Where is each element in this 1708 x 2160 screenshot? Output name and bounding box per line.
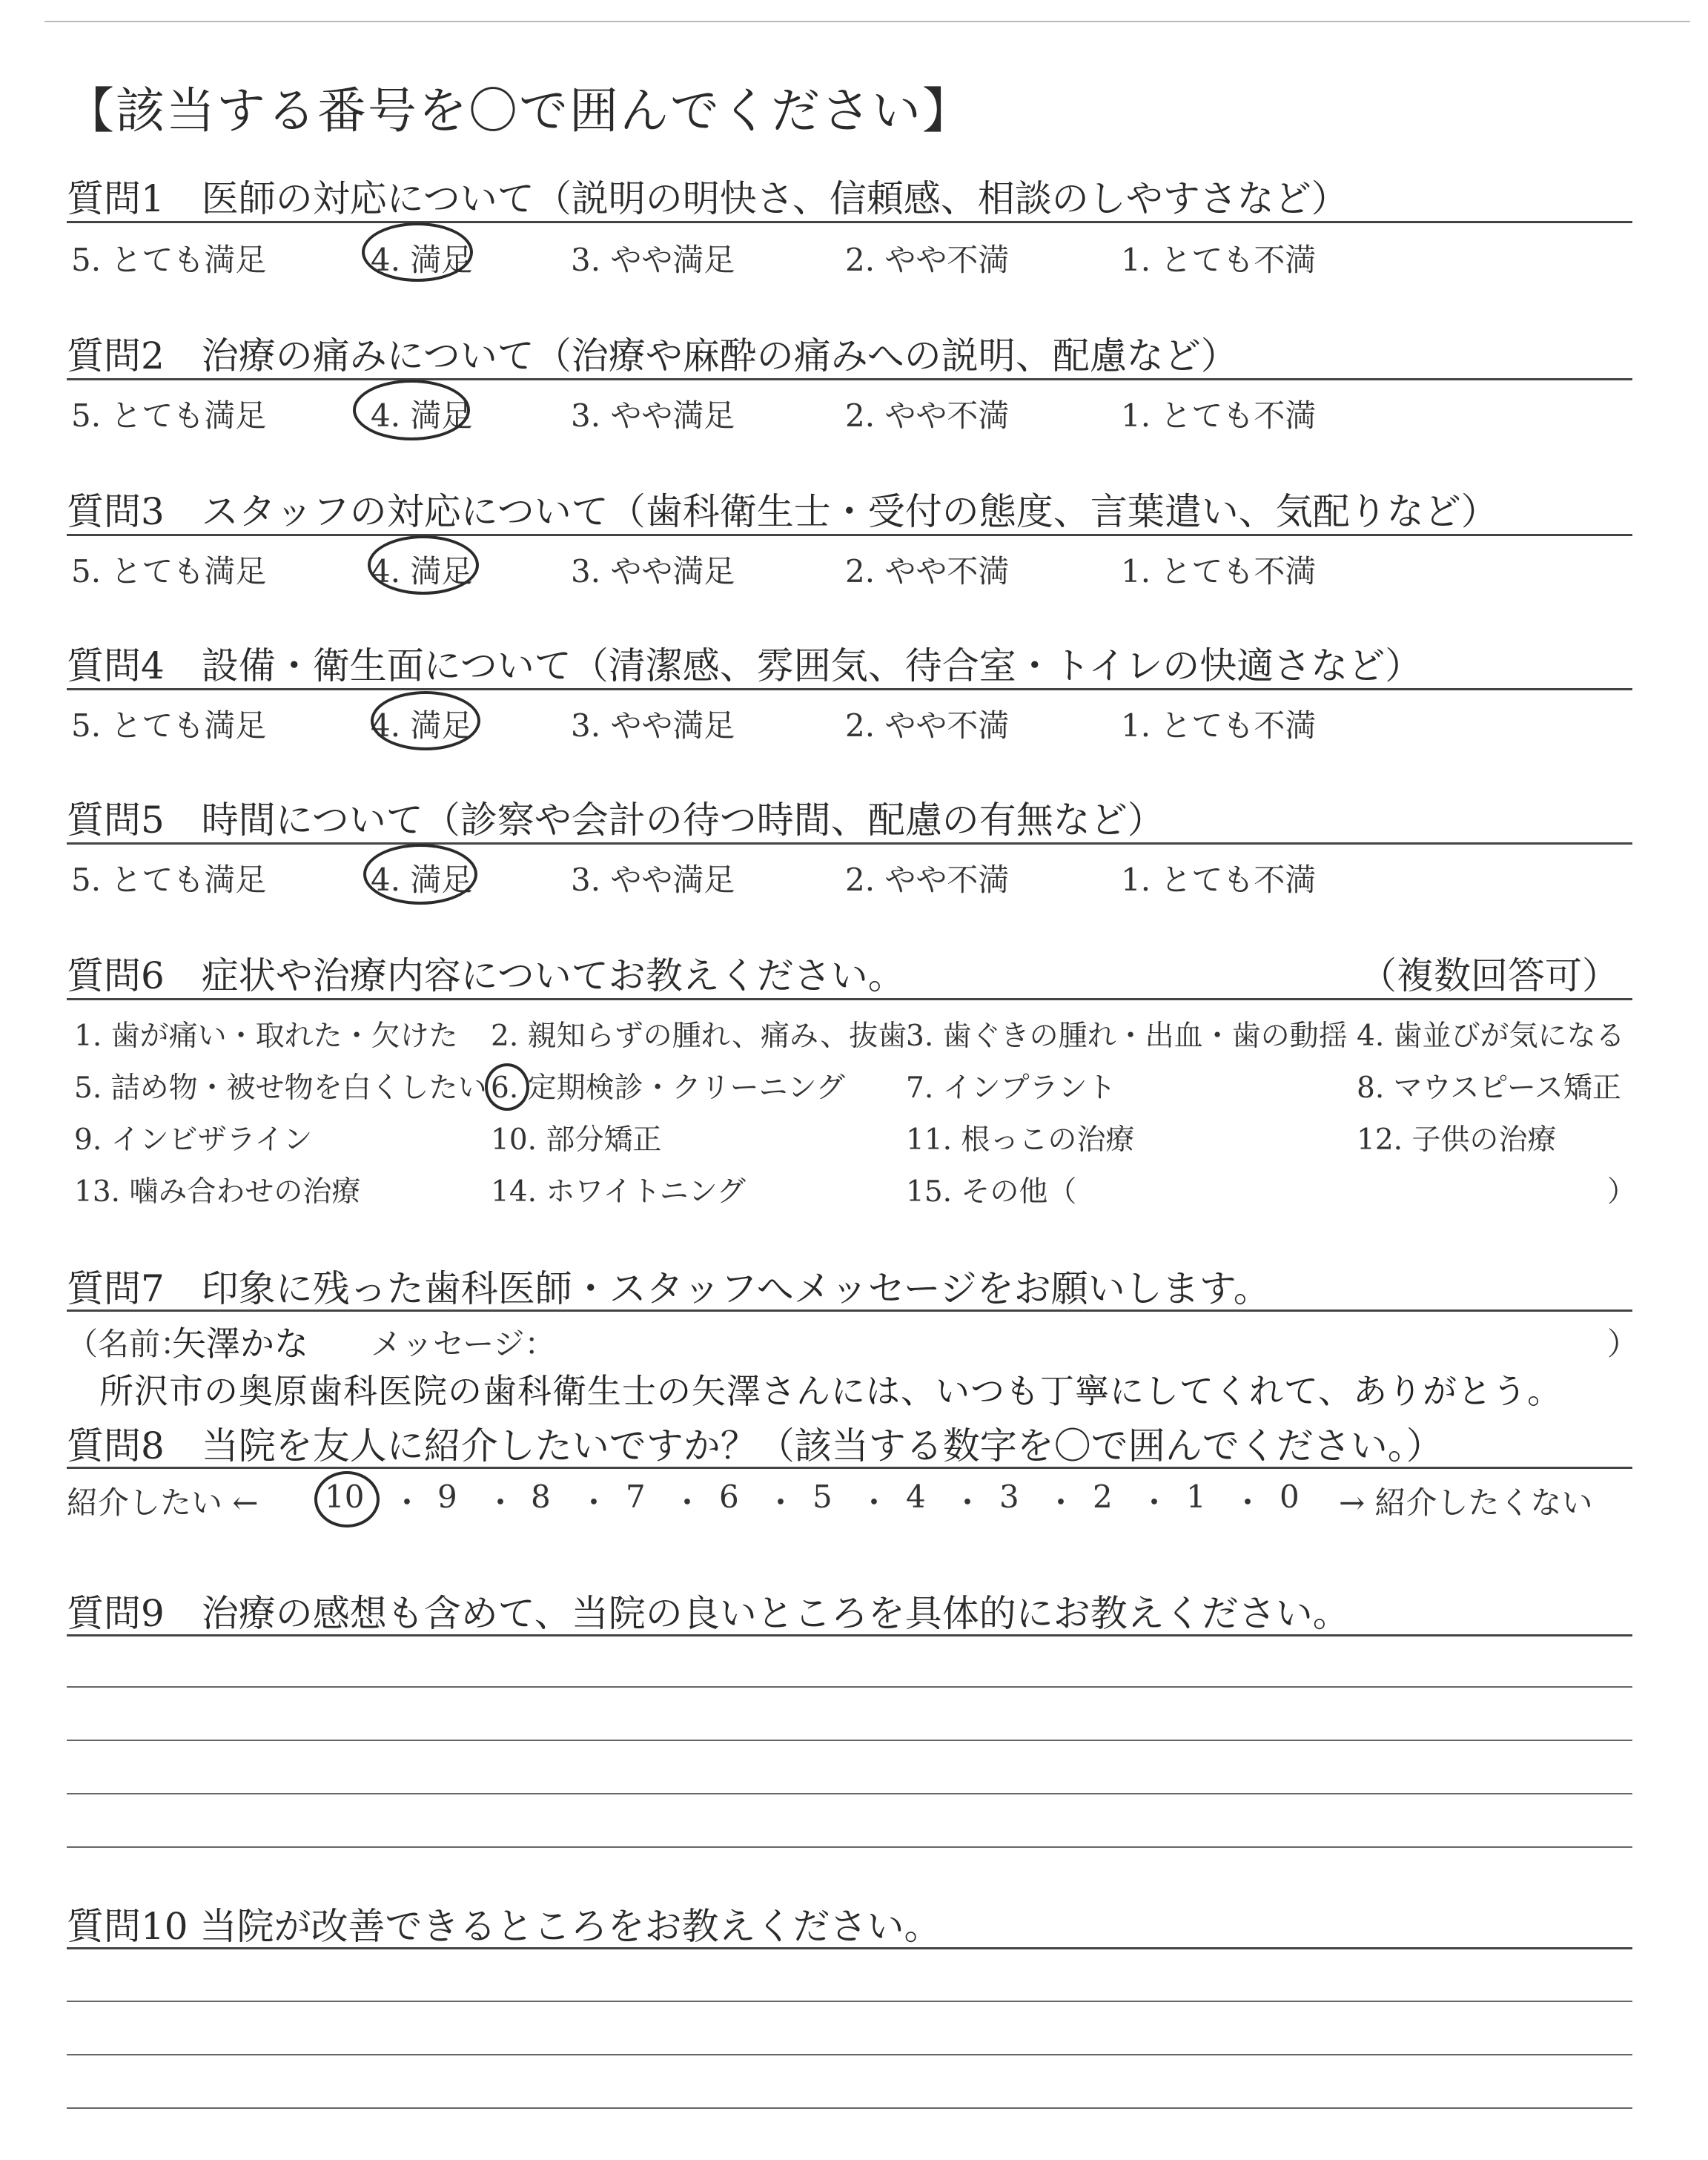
- scale-separator: ・: [1045, 1484, 1077, 1521]
- treatment-option[interactable]: 15. その他（: [906, 1175, 1077, 1209]
- question-title: 質問4 設備・衛生面について（清潔感、雰囲気、待合室・トイレの快適さなど）: [67, 644, 1423, 687]
- scale-separator: ・: [1232, 1484, 1264, 1521]
- name-label: （名前：: [67, 1326, 192, 1362]
- divider: [67, 378, 1632, 380]
- scale-separator: ・: [1139, 1484, 1171, 1521]
- scale-value[interactable]: 0: [1280, 1479, 1300, 1515]
- multiple-answer-note: （複数回答可）: [1360, 954, 1619, 997]
- handwritten-message: 所沢市の奥原歯科医院の歯科衛生士の矢澤さんには、いつも丁寧にしてくれて、ありがとう。: [99, 1371, 1563, 1411]
- divider: [67, 1947, 1632, 1949]
- option-4[interactable]: 4. 満足: [371, 707, 473, 744]
- treatment-option[interactable]: 1. 歯が痛い・取れた・欠けた: [74, 1020, 458, 1053]
- top-border: [44, 21, 1690, 22]
- selection-circle: [363, 844, 477, 905]
- selection-circle: [353, 380, 473, 440]
- page-header: 【該当する番号を〇で囲んでください】: [65, 82, 973, 139]
- scale-value[interactable]: 1: [1186, 1479, 1206, 1515]
- option-3[interactable]: 3. やや満足: [571, 553, 735, 589]
- answer-line[interactable]: [67, 1793, 1632, 1794]
- treatment-option[interactable]: 9. インビザライン: [74, 1123, 313, 1157]
- option-5[interactable]: 5. とても満足: [71, 862, 267, 898]
- option-2[interactable]: 2. やや不満: [845, 242, 1010, 278]
- selection-circle: [485, 1063, 529, 1111]
- scale-separator: ・: [858, 1484, 890, 1521]
- option-3[interactable]: 3. やや満足: [571, 242, 735, 278]
- option-4[interactable]: 4. 満足: [371, 397, 473, 434]
- selection-circle: [371, 691, 480, 750]
- option-3[interactable]: 3. やや満足: [571, 397, 735, 434]
- question-title: 質問7 印象に残った歯科医師・スタッフへメッセージをお願いします。: [67, 1267, 1271, 1310]
- scale-separator: ・: [391, 1484, 423, 1521]
- option-4[interactable]: 4. 満足: [371, 862, 473, 898]
- recommend-right-label: → 紹介したくない: [1339, 1484, 1593, 1521]
- scale-separator: ・: [765, 1484, 797, 1521]
- option-1[interactable]: 1. とても不満: [1121, 707, 1317, 744]
- option-3[interactable]: 3. やや満足: [571, 862, 735, 898]
- option-1[interactable]: 1. とても不満: [1121, 553, 1317, 589]
- recommend-left-label: 紹介したい ←: [67, 1484, 259, 1521]
- selection-circle: [362, 222, 473, 282]
- divider: [67, 1634, 1632, 1636]
- scale-separator: ・: [485, 1484, 517, 1521]
- divider: [67, 688, 1632, 690]
- treatment-option[interactable]: 2. 親知らずの腫れ、痛み、抜歯: [491, 1020, 907, 1053]
- scale-separator: ・: [672, 1484, 704, 1521]
- scale-value[interactable]: 10: [325, 1479, 365, 1515]
- option-5[interactable]: 5. とても満足: [71, 397, 267, 434]
- selection-circle: [314, 1471, 380, 1527]
- treatment-option[interactable]: 3. 歯ぐきの腫れ・出血・歯の動揺: [906, 1020, 1348, 1053]
- option-5[interactable]: 5. とても満足: [71, 707, 267, 744]
- message-label: メッセージ：: [371, 1326, 556, 1362]
- other-close-paren: ）: [1607, 1175, 1637, 1209]
- option-5[interactable]: 5. とても満足: [71, 242, 267, 278]
- question-title: 質問9 治療の感想も含めて、当院の良いところを具体的にお教えください。: [67, 1592, 1350, 1635]
- answer-line[interactable]: [67, 1846, 1632, 1848]
- question-title: 質問5 時間について（診察や会計の待つ時間、配慮の有無など）: [67, 799, 1165, 842]
- answer-line[interactable]: [67, 2001, 1632, 2002]
- option-4[interactable]: 4. 満足: [371, 553, 473, 589]
- question-title: 質問8 当院を友人に紹介したいですか？（該当する数字を〇で囲んでください。）: [67, 1424, 1443, 1467]
- divider: [67, 1309, 1632, 1312]
- scale-value[interactable]: 2: [1093, 1479, 1113, 1515]
- scale-value[interactable]: 8: [531, 1479, 551, 1515]
- question-title: 質問1 医師の対応について（説明の明快さ、信頼感、相談のしやすさなど）: [67, 177, 1348, 220]
- scale-value[interactable]: 4: [906, 1479, 926, 1515]
- handwritten-name: 矢澤かな: [172, 1324, 308, 1364]
- option-2[interactable]: 2. やや不満: [845, 553, 1010, 589]
- option-2[interactable]: 2. やや不満: [845, 707, 1010, 744]
- scale-value[interactable]: 5: [812, 1479, 833, 1515]
- answer-line[interactable]: [67, 1740, 1632, 1741]
- scale-value[interactable]: 9: [437, 1479, 457, 1515]
- question-title: 質問6 症状や治療内容についてお教えください。: [67, 954, 905, 997]
- scale-value[interactable]: 6: [719, 1479, 739, 1515]
- divider: [67, 998, 1632, 1000]
- treatment-option[interactable]: 12. 子供の治療: [1357, 1123, 1557, 1157]
- answer-line[interactable]: [67, 2107, 1632, 2109]
- option-3[interactable]: 3. やや満足: [571, 707, 735, 744]
- scale-value[interactable]: 3: [999, 1479, 1019, 1515]
- option-5[interactable]: 5. とても満足: [71, 553, 267, 589]
- option-4[interactable]: 4. 満足: [371, 242, 473, 278]
- option-2[interactable]: 2. やや不満: [845, 862, 1010, 898]
- scale-value[interactable]: 7: [626, 1479, 646, 1515]
- divider: [67, 1467, 1632, 1469]
- treatment-option[interactable]: 10. 部分矯正: [491, 1123, 662, 1157]
- option-2[interactable]: 2. やや不満: [845, 397, 1010, 434]
- divider: [67, 842, 1632, 845]
- option-1[interactable]: 1. とても不満: [1121, 397, 1317, 434]
- scale-separator: ・: [952, 1484, 984, 1521]
- treatment-option[interactable]: 7. インプラント: [906, 1071, 1116, 1105]
- treatment-option[interactable]: 8. マウスピース矯正: [1357, 1071, 1621, 1105]
- treatment-option[interactable]: 5. 詰め物・被せ物を白くしたい: [74, 1071, 487, 1105]
- close-paren: ）: [1607, 1326, 1639, 1362]
- option-1[interactable]: 1. とても不満: [1121, 862, 1317, 898]
- question-title: 質問10 当院が改善できるところをお教えください。: [67, 1905, 941, 1948]
- option-1[interactable]: 1. とても不満: [1121, 242, 1317, 278]
- treatment-option[interactable]: 4. 歯並びが気になる: [1357, 1020, 1625, 1053]
- treatment-option[interactable]: 14. ホワイトニング: [491, 1175, 746, 1209]
- treatment-option[interactable]: 11. 根っこの治療: [906, 1123, 1135, 1157]
- answer-line[interactable]: [67, 2054, 1632, 2055]
- divider: [67, 221, 1632, 223]
- answer-line[interactable]: [67, 1686, 1632, 1688]
- selection-circle: [368, 535, 479, 595]
- treatment-option[interactable]: 13. 噛み合わせの治療: [74, 1175, 361, 1209]
- scale-separator: ・: [578, 1484, 610, 1521]
- question-title: 質問2 治療の痛みについて（治療や麻酔の痛みへの説明、配慮など）: [67, 334, 1238, 377]
- question-title: 質問3 スタッフの対応について（歯科衛生士・受付の態度、言葉遣い、気配りなど）: [67, 490, 1498, 533]
- treatment-option[interactable]: 6. 定期検診・クリーニング: [491, 1071, 845, 1105]
- divider: [67, 534, 1632, 536]
